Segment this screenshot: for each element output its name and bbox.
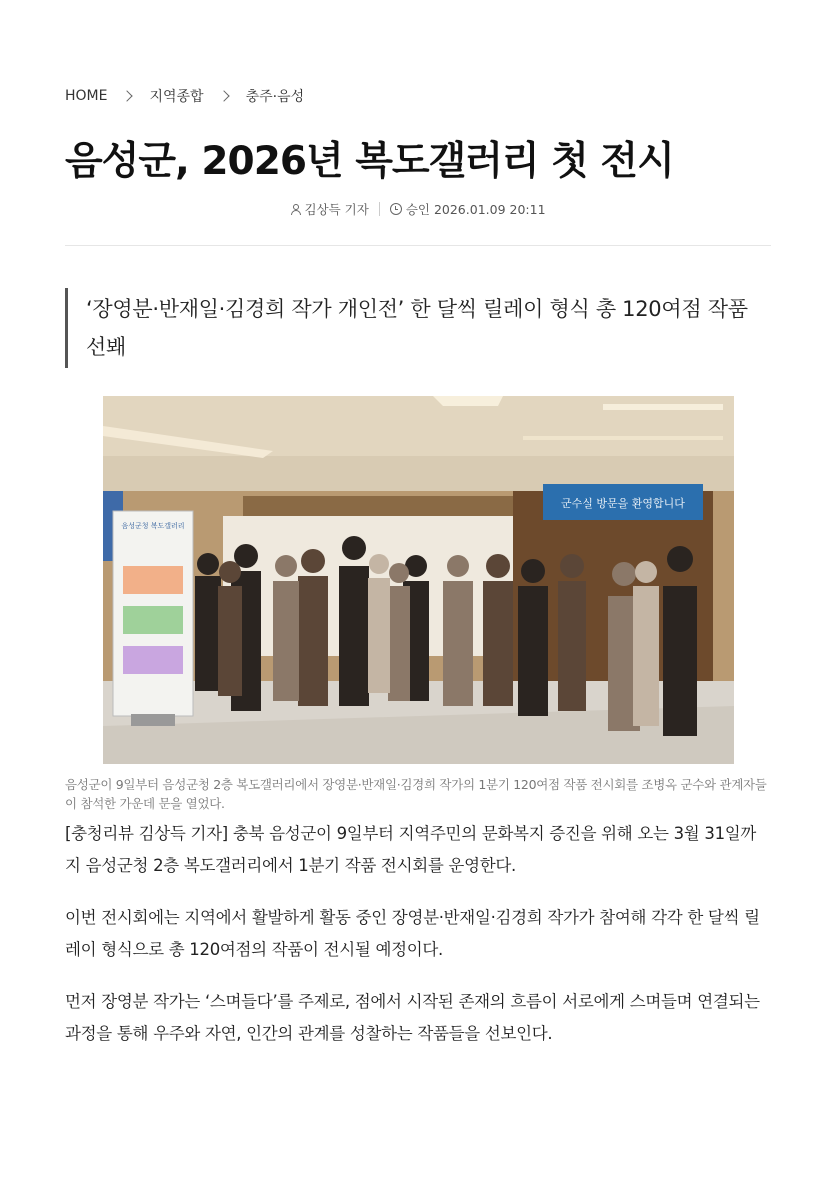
person-icon bbox=[290, 204, 300, 215]
breadcrumb-home[interactable]: HOME bbox=[65, 88, 108, 104]
welcome-banner-text: 군수실 방문을 환영합니다 bbox=[561, 497, 685, 510]
breadcrumb bbox=[65, 86, 304, 106]
chevron-right-icon bbox=[122, 90, 133, 101]
article-photo[interactable] bbox=[103, 396, 734, 764]
standee-title: 음성군청 복도갤러리 bbox=[121, 522, 185, 530]
article-subtitle: ‘장영분·반재일·김경희 작가 개인전’ 한 달씩 릴레이 형식 총 120여점 작품 선봬 bbox=[65, 288, 771, 368]
author-name[interactable]: 김상득 기자 bbox=[304, 202, 369, 217]
article-paragraph: [충청리뷰 김상득 기자] 충북 음성군이 9일부터 지역주민의 문화복지 증진을 위해 오는 3월 31일까지 음성군청 2층 복도갤러리에서 1분기 작품 전시회를 운영한다. bbox=[65, 824, 757, 875]
article-title: 음성군, 2026년 복도갤러리 첫 전시 bbox=[65, 139, 674, 184]
article-meta bbox=[65, 200, 771, 218]
meta-divider bbox=[379, 202, 380, 216]
photo-caption: 음성군이 9일부터 음성군청 2층 복도갤러리에서 장영분·반재일·김경희 작가의 1분기 120여점 작품 전시회를 조병옥 군수와 관계자들이 참석한 가운데 문을 열었다. bbox=[65, 777, 767, 811]
clock-icon bbox=[390, 203, 402, 215]
approved-date: 승인 2026.01.09 20:11 bbox=[405, 202, 546, 217]
header-divider bbox=[65, 245, 771, 246]
breadcrumb-subcategory[interactable]: 충주·음성 bbox=[245, 89, 305, 105]
breadcrumb-category[interactable]: 지역종합 bbox=[149, 89, 204, 105]
article-body bbox=[65, 818, 771, 1070]
chevron-right-icon bbox=[218, 90, 229, 101]
article-paragraph: 먼저 장영분 작가는 ‘스며들다’를 주제로, 점에서 시작된 존재의 흐름이 서로에게 스며들며 연결되는 과정을 통해 우주와 자연, 인간의 관계를 성찰하는 작품들을 선보인다. bbox=[65, 992, 760, 1043]
article-paragraph: 이번 전시회에는 지역에서 활발하게 활동 중인 장영분·반재일·김경희 작가가 참여해 각각 한 달씩 릴레이 형식으로 총 120여점의 작품이 전시될 예정이다. bbox=[65, 908, 760, 959]
